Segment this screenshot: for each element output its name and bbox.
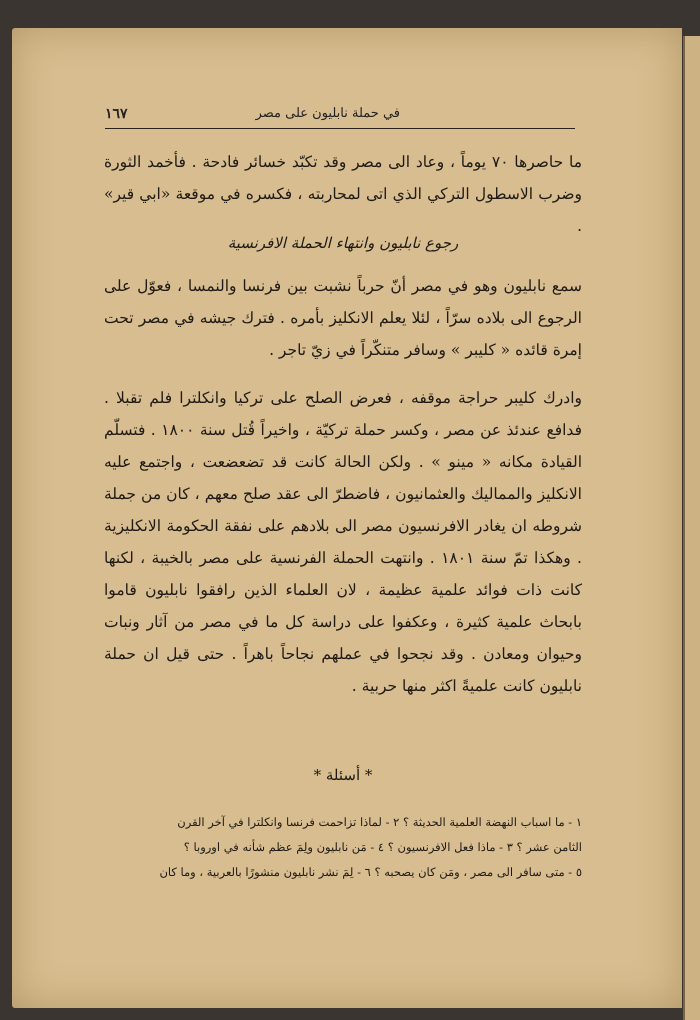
paragraph-1 <box>104 146 582 242</box>
running-title: في حملة نابليون على مصر <box>255 106 400 121</box>
question-line: ٥ - متى سافر الى مصر ، ومَن كان يصحبه ؟ ٦ - لِمَ نشر نابليون منشورًا بالعربية ، وما كان <box>159 865 582 879</box>
question-line: الثامن عشر ؟ ٣ - ماذا فعل الافرنسيون ؟ ٤ - مَن نابليون ولِمَ عظم شأنه في اوروبا ؟ <box>183 840 582 854</box>
paragraph-3 <box>104 382 582 702</box>
paragraph-3-text: وادرك كليبر حراجة موقفه ، فعرض الصلح على تركيا وانكلترا فلم تقبلا . فدافع عندئذ عن مصر ، وكسر حملة تركيّة ، واخيراً قُتل سنة ١٨٠٠ . فتسلّم القيادة مكانه « مينو » . ولكن الحالة كانت قد تضعضعت ، واجتمع عليه الانكليز والمماليك والعثمانيون ، فاضطرّ الى عقد صلح معهم ، كان من جملة شروطه ان يغادر الافرنسيون مصر الى بلادهم على نفقة الحكومة الانكليزية . وهكذا تمّ سنة ١٨٠١ . وانتهت الحملة الفرنسية على مصر بالخيبة ، لكنها كانت ذات فوائد علمية عظيمة ، لان العلماء الذين رافقوا نابليون قاموا بابحاث علمية كثيرة ، وعكفوا على دراسة كل ما في مصر من آثار ونبات وحيوان ومعادن . وقد نجحوا في عملهم نجاحاً باهراً . حتى قيل ان حملة نابليون كانت علميةً اكثر منها حربية . <box>104 389 582 695</box>
paragraph-1-text: ما حاصرها ٧٠ يوماً ، وعاد الى مصر وقد تكبّد خسائر فادحة . فأخمد الثورة وضرب الاسطول التركي الذي اتى لمحاربته ، فكسره في موقعة «ابي قير» . <box>104 153 583 235</box>
paragraph-2-text: سمع نابليون وهو في مصر أنّ حرباً نشبت بين فرنسا والنمسا ، فعوّل على الرجوع الى بلاده سرّاً ، لئلا يعلم الانكليز بأمره . فترك جيشه في مصر تحت إمرة قائده « كليبر » وسافر متنكّراً في زيّ تاجر . <box>104 277 582 359</box>
question-line: ١ - ما اسباب النهضة العلمية الحديثة ؟ ٢ - لماذا تزاحمت فرنسا وانكلترا في آخر القرن <box>177 815 582 829</box>
page-number: ١٦٧ <box>105 106 128 122</box>
questions-list <box>104 810 582 885</box>
paragraph-2 <box>104 270 582 366</box>
questions-title: * أسئلة * <box>313 766 373 784</box>
adjacent-page-edge <box>683 36 700 1020</box>
page-header <box>105 106 575 129</box>
section-heading: رجوع نابليون وانتهاء الحملة الافرنسية <box>227 234 459 252</box>
